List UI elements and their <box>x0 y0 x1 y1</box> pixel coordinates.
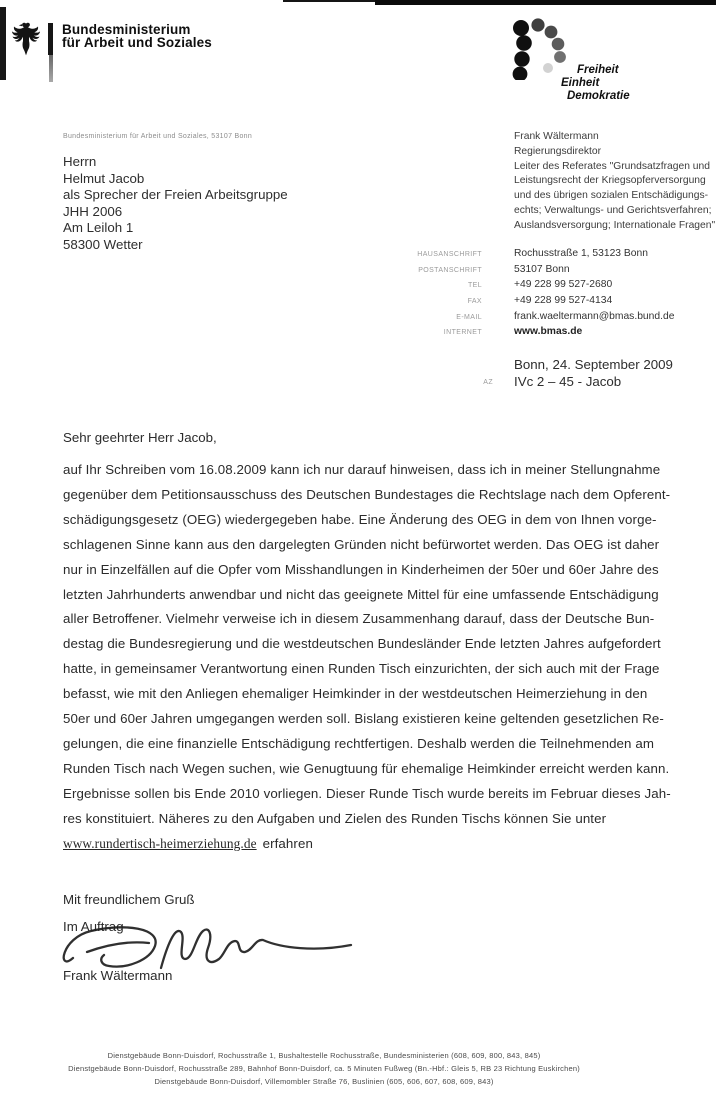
contact-row-label: POSTANSCHRIFT <box>418 266 482 274</box>
contact-row-internet <box>340 326 720 342</box>
body-line: destag die Bundesregierung und die westdeutschen Bundesländer Ende letzten Jahres aufgefordert <box>63 636 661 652</box>
signer-name: Frank Wältermann <box>63 968 173 983</box>
contact-department-line: Leiter des Referates "Grundsatzfragen und <box>514 160 710 172</box>
recipient-line: 58300 Wetter <box>63 236 143 252</box>
contact-row-value: 53107 Bonn <box>514 263 570 275</box>
contact-row-value: +49 228 99 527-2680 <box>514 279 613 291</box>
body-line: letzten Jahrhunderts anwendbar und nicht das geeignete Mittel für eine umfassende Entschädigung <box>63 586 659 602</box>
footer-line: Dienstgebäude Bonn-Duisdorf, Rochusstraße 289, Bahnhof Bonn-Duisdorf, ca. 5 Minuten Fußweg (Bn.-Hbf.: Gleis 5, RB 23 Richtung Euskirchen) <box>68 1064 580 1073</box>
contact-row-tel <box>340 279 720 295</box>
return-address-line: Bundesministerium für Arbeit und Soziales, 53107 Bonn <box>63 133 253 140</box>
contact-row-value: frank.waeltermann@bmas.bund.de <box>514 310 675 322</box>
body-line: Runden Tisch nach Wegen suchen, wie Genugtuung für ehemalige Heimkinder erreicht werden kann. <box>63 760 670 776</box>
letter-body <box>63 458 715 857</box>
bundesadler-eagle-icon <box>11 21 41 57</box>
body-line: 50er und 60er Jahren umgegangen werden soll. Bislang existieren keine geltenden gesetzlichen Re- <box>63 711 664 727</box>
recipient-line: als Sprecher der Freien Arbeitsgruppe <box>63 187 288 203</box>
body-line: schädigungsgesetz (OEG) wiedergegeben habe. Eine Änderung des OEG in dem von Ihnen vorge- <box>63 511 657 527</box>
body-line: Ergebnisse sollen bis Ende 2010 vorliegen. Dieser Runde Tisch wurde bereits im Februar dieses Jah- <box>63 785 671 801</box>
body-line: hatte, in gemeinsamer Verantwortung einen Runden Tisch einzurichten, der sich auch mit der Frage <box>63 661 660 677</box>
body-line: befasst, wie mit den Anliegen ehemaliger Heimkinder in der westdeutschen Heimerziehung in den <box>63 686 648 702</box>
scan-artifact-top-thin <box>283 0 375 2</box>
campaign-word-freiheit: Freiheit <box>577 64 619 76</box>
letterhead-divider-bar-fade <box>49 55 53 82</box>
body-line-with-link <box>63 832 715 857</box>
body-line: nur in Einzelfällen auf die Opfer vom Misshandlungen in Kinderheimen der 50er und 60er Jahre des <box>63 561 659 577</box>
body-line: aller Betroffener. Vielmehr verweise ich in diesem Zusammenhang darauf, dass der Deutsche Bun- <box>63 611 655 627</box>
anniversary-dots-logo <box>505 12 577 80</box>
contact-row-label: HAUSANSCHRIFT <box>417 251 482 258</box>
campaign-word-einheit: Einheit <box>561 77 600 89</box>
contact-row-label: FAX <box>467 298 482 306</box>
closing-formula: Mit freundlichem Gruß <box>63 892 195 907</box>
salutation: Sehr geehrter Herr Jacob, <box>63 430 217 445</box>
letterhead-divider-bar <box>48 23 53 55</box>
link-suffix-text: erfahren <box>262 835 313 851</box>
recipient-line: Herrn <box>63 154 97 169</box>
contact-row-value: Rochusstraße 1, 53123 Bonn <box>514 248 648 259</box>
contact-row-label: E-MAIL <box>456 313 482 321</box>
contact-row-value: www.bmas.de <box>514 326 583 338</box>
letter-date: Bonn, 24. September 2009 <box>514 357 673 372</box>
contact-role: Regierungsdirektor <box>514 145 601 157</box>
az-reference: IVc 2 – 45 - Jacob <box>514 374 622 389</box>
scan-artifact-top-thick <box>375 0 716 5</box>
footer-line: Dienstgebäude Bonn-Duisdorf, Villemombler Straße 76, Buslinien (605, 606, 607, 608, 609, 843) <box>154 1077 494 1086</box>
scan-artifact-left-edge <box>0 7 6 80</box>
contact-row-label: TEL <box>467 282 482 290</box>
recipient-line: Am Leiloh 1 <box>63 220 134 236</box>
campaign-word-demokratie: Demokratie <box>567 90 630 102</box>
ministry-name <box>62 24 212 49</box>
contact-row-hausanschrift <box>340 248 720 264</box>
recipient-address-block <box>63 154 288 254</box>
footer-transport-info <box>0 1049 648 1088</box>
ministry-name-line2: für Arbeit und Soziales <box>62 34 212 50</box>
contact-details-table <box>340 248 720 342</box>
az-label: AZ <box>483 379 493 386</box>
contact-department-line: und des übrigen sozialen Entschädigungs- <box>514 190 709 202</box>
ministry-name-line1: Bundesministerium <box>62 22 191 37</box>
body-line: gelungen, die eine finanzielle Entschädigung rechtfertigen. Deshalb werden die Teilnehmenden am <box>63 735 655 751</box>
recipient-line: JHH 2006 <box>63 203 123 219</box>
contact-row-fax <box>340 295 720 311</box>
contact-row-email <box>340 311 720 327</box>
contact-row-postanschrift <box>340 264 720 280</box>
by-order-line: Im Auftrag <box>63 919 124 934</box>
body-line: schlagenen Sinne kann aus den dargelegten Gründen nicht befürwortet werden. Das OEG ist daher <box>63 536 660 552</box>
body-line: res konstituiert. Näheres zu den Aufgaben und Zielen des Runden Tischs können Sie unter <box>63 810 607 826</box>
body-line: gegenüber dem Petitionsausschuss des Deutschen Bundestages die Rechtslage nach dem Opferent- <box>63 486 671 502</box>
contact-row-value: +49 228 99 527-4134 <box>514 295 613 307</box>
contact-person-block <box>514 130 720 234</box>
rundertisch-heimerziehung-link[interactable]: www.rundertisch-heimerziehung.de <box>63 835 257 851</box>
contact-department-line: Leistungsrecht der Kriegsopferversorgung <box>514 175 706 187</box>
contact-department-line: echts; Verwaltungs- und Gerichtsverfahren; <box>514 204 712 216</box>
footer-line: Dienstgebäude Bonn-Duisdorf, Rochusstraße 1, Bushaltestelle Rochusstraße, Bundesministerien (608, 609, 800, 843, 845) <box>107 1051 541 1060</box>
contact-name: Frank Wältermann <box>514 131 599 142</box>
contact-row-label: INTERNET <box>443 329 482 337</box>
body-line: auf Ihr Schreiben vom 16.08.2009 kann ich nur darauf hinweisen, dass ich in meiner Stellungnahme <box>63 462 661 477</box>
contact-department-line: Auslandsversorgung; Internationale Fragen" <box>514 219 716 231</box>
recipient-line: Helmut Jacob <box>63 170 145 186</box>
